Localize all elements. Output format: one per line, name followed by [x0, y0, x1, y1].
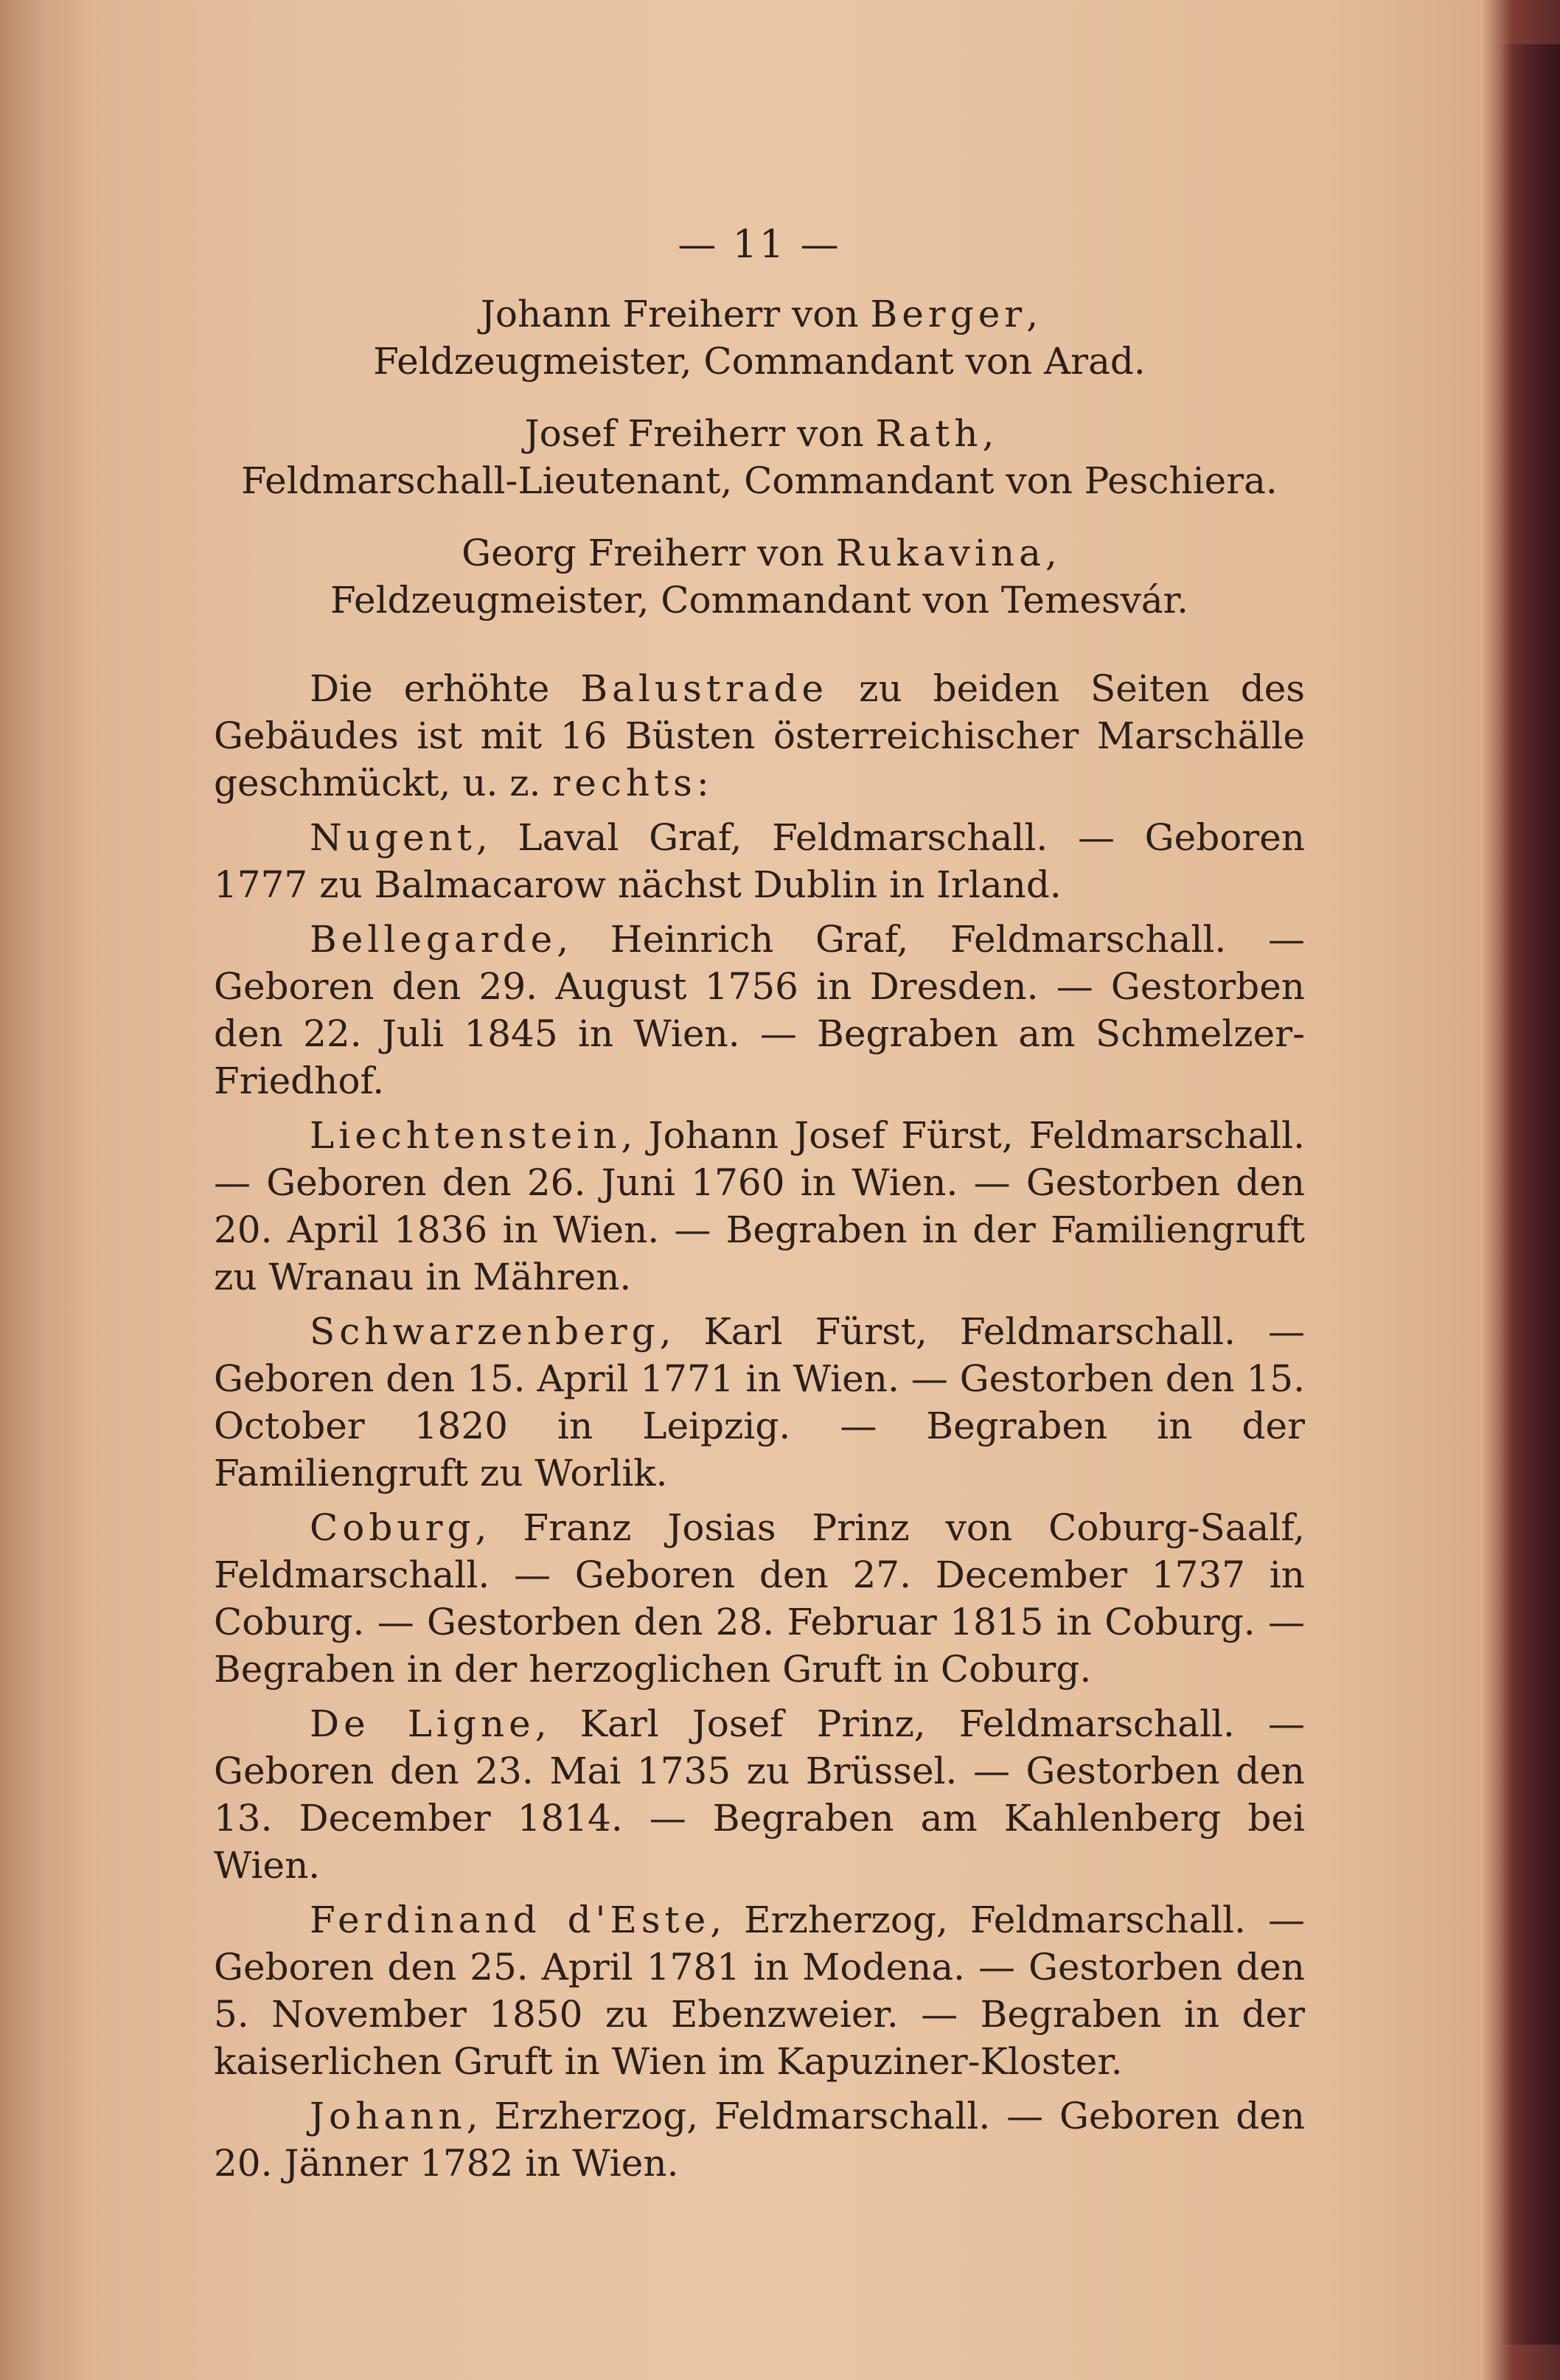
marshal-entry [214, 2092, 1305, 2187]
page-binding-edge [0, 0, 81, 2380]
intro-text-after: : [696, 762, 709, 804]
commander-surname: Rath [875, 412, 983, 455]
commander-block [214, 410, 1305, 504]
commander-surname: Berger [870, 293, 1027, 335]
marshal-name: Schwarzenberg [310, 1310, 660, 1353]
marshal-name: Bellegarde [310, 918, 557, 961]
commander-name-suffix: , [1045, 532, 1057, 574]
marshal-name: Coburg [310, 1506, 476, 1549]
commander-name-prefix: Johann Freiherr von [480, 293, 871, 335]
marshal-entry [214, 1504, 1305, 1693]
commander-rank: Feldzeugmeister, Commandant von Arad. [373, 340, 1146, 383]
marshal-entry [214, 1896, 1305, 2085]
commander-name-suffix: , [1026, 293, 1039, 335]
marshal-text: , Johann Josef Fürst, Feldmarschall. — Geboren den 26. Juni 1760 in Wien. — Gestorben den 20. April 1836 in Wien. — Begraben in der Familiengruft zu Wranau in Mähren. [214, 1114, 1305, 1298]
marshal-entry [214, 1112, 1305, 1301]
commander-rank: Feldmarschall-Lieutenant, Commandant von Peschiera. [241, 459, 1278, 502]
marshal-entry [214, 916, 1305, 1104]
book-spine-edge [1501, 44, 1560, 2345]
commander-name-prefix: Josef Freiherr von [524, 412, 876, 455]
marshal-name: Johann [310, 2095, 467, 2137]
marshal-name: Nugent [310, 816, 476, 859]
marshal-text: , Franz Josias Prinz von Coburg-Saalf, Feldmarschall. — Geboren den 27. December 1737 in Coburg. — Gestorben den 28. Februar 1815 in Coburg. — Begraben in der herzoglichen Gruft in Coburg. [214, 1506, 1305, 1691]
commander-name [214, 529, 1305, 577]
page-text-block [214, 221, 1305, 2187]
marshal-name: Ferdinand d'Este [310, 1899, 711, 1941]
commander-block [214, 529, 1305, 624]
marshal-name: De Ligne [310, 1702, 535, 1745]
intro-spaced-word: Balustrade [580, 667, 829, 710]
page-number: — 11 — [678, 223, 841, 267]
commander-surname: Rukavina [835, 532, 1045, 574]
commander-name-prefix: Georg Freiherr von [462, 532, 836, 574]
commander-name [214, 290, 1305, 338]
intro-text-middle: zu beiden Seiten des Gebäudes ist mit 16 Büsten österreichischer Marschälle geschmückt, u. z. [214, 667, 1305, 804]
intro-paragraph [214, 665, 1305, 807]
marshal-text: , Erzherzog, Feldmarschall. — Geboren den 25. April 1781 in Modena. — Gestorben den 5. November 1850 zu Ebenzweier. — Begraben in der kaiserlichen Gruft in Wien im Kapuziner-Kloster. [214, 1899, 1306, 2083]
intro-spaced-word-2: rechts [552, 762, 697, 804]
marshal-entry [214, 814, 1305, 908]
intro-text-before: Die erhöhte [310, 667, 581, 710]
commander-block [214, 290, 1305, 385]
marshal-entry [214, 1700, 1305, 1889]
commander-name-suffix: , [982, 412, 995, 455]
marshal-text: , Laval Graf, Feldmarschall. — Geboren 1777 zu Balmacarow nächst Dublin in Irland. [214, 816, 1305, 906]
marshal-text: , Karl Fürst, Feldmarschall. — Geboren den 15. April 1771 in Wien. — Gestorben den 15. October 1820 in Leipzig. — Begraben in der Familiengruft zu Worlik. [214, 1310, 1305, 1495]
commander-name [214, 410, 1305, 457]
marshal-text: , Karl Josef Prinz, Feldmarschall. — Geboren den 23. Mai 1735 zu Brüssel. — Gestorben den 13. December 1814. — Begraben am Kahlenberg bei Wien. [214, 1702, 1305, 1887]
commander-rank: Feldzeugmeister, Commandant von Temesvár. [330, 579, 1188, 622]
marshal-text: , Heinrich Graf, Feldmarschall. — Geboren den 29. August 1756 in Dresden. — Gestorben den 22. Juli 1845 in Wien. — Begraben am Schmelzer-Friedhof. [214, 918, 1305, 1102]
marshal-name: Liechtenstein [310, 1114, 621, 1157]
marshal-entry [214, 1308, 1305, 1497]
marshal-text: , Erzherzog, Feldmarschall. — Geboren den 20. Jänner 1782 in Wien. [214, 2095, 1305, 2185]
